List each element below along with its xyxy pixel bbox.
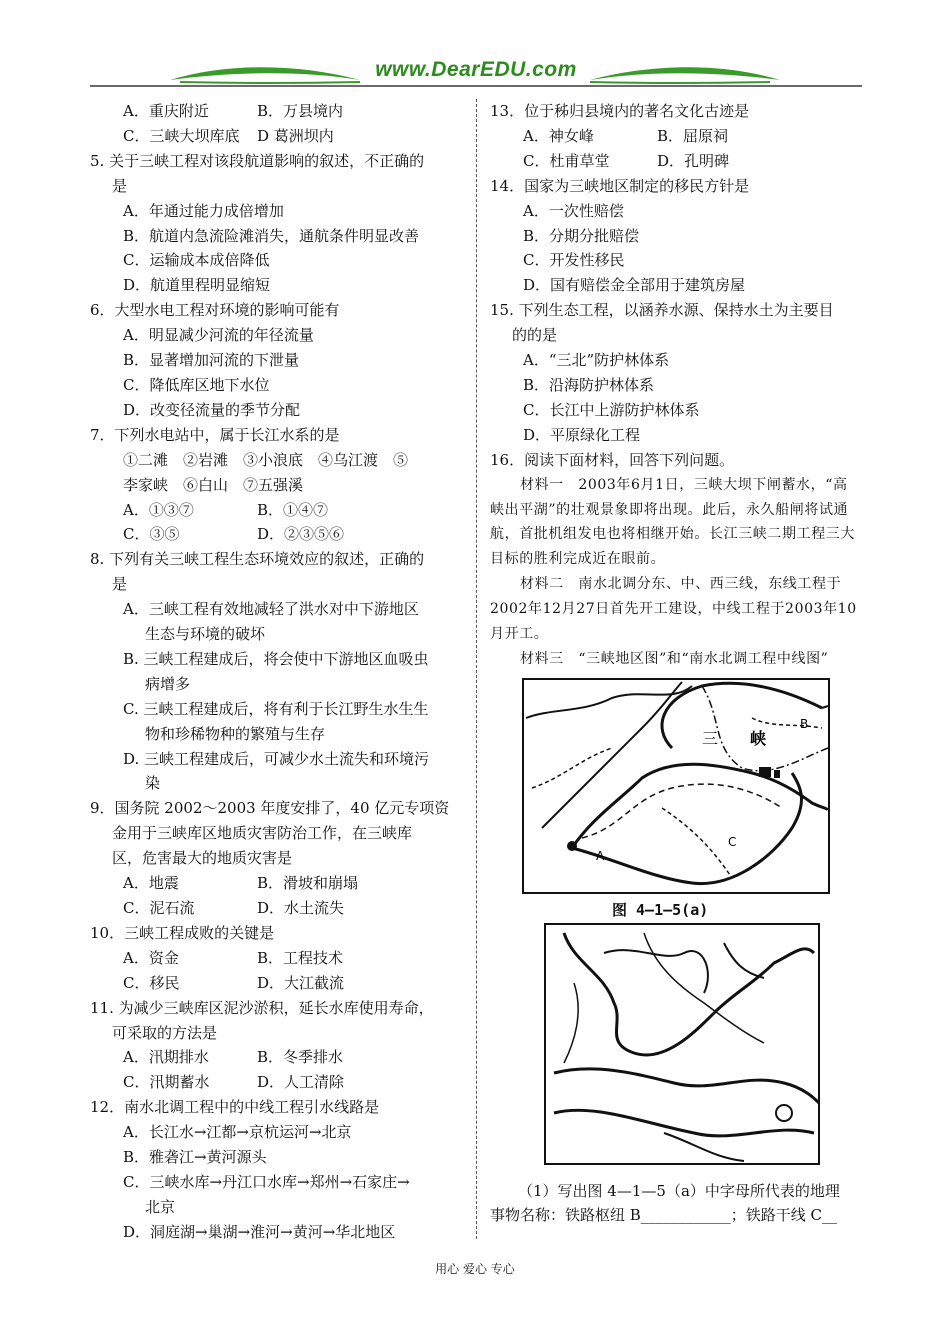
question-line: A．明显减少河流的年径流量 <box>123 326 314 345</box>
label-a: A <box>596 848 605 863</box>
option-b: D．②③⑤⑥ <box>257 525 345 544</box>
question-line: 染 <box>145 774 161 793</box>
question-line: D．洞庭湖→巢湖→淮河→黄河→华北地区 <box>123 1222 396 1241</box>
option-row <box>90 498 462 523</box>
question-line: 李家峡 ⑥白山 ⑦五强溪 <box>123 475 304 494</box>
option-b: D．孔明碑 <box>657 151 730 170</box>
question-line: D．航道里程明显缩短 <box>123 276 271 295</box>
question-line: 是 <box>112 176 128 195</box>
question-line: B．航道内急流险滩消失，通航条件明显改善 <box>123 226 420 245</box>
option-row <box>490 124 862 149</box>
option-a: C．泥石流 <box>123 899 195 917</box>
question-line: B．分期分批赔偿 <box>523 226 640 245</box>
question-line: 金用于三峡库区地质灾害防治工作，在三峡库 <box>112 824 413 843</box>
option-b: D．人工清除 <box>257 1073 345 1092</box>
question-stem: 16．阅读下面材料，回答下列问题。 <box>490 450 735 469</box>
question-stem: 6．大型水电工程对环境的影响可能有 <box>90 301 340 320</box>
right-column <box>490 99 862 1228</box>
question-stem: 11. 为减少三峡库区泥沙淤积，延长水库使用寿命， <box>90 998 434 1017</box>
map-south-north-water <box>544 923 862 1175</box>
question-line: D．国有赔偿金全部用于建筑房屋 <box>523 276 746 295</box>
question-16-part-1: 事物名称：铁路枢纽 B____________；铁路干线 C__ <box>490 1206 838 1225</box>
question-line: B．显著增加河流的下泄量 <box>123 351 300 370</box>
option-b: B．工程技术 <box>257 948 344 967</box>
option-a: C．三峡大坝库底 <box>123 126 240 145</box>
option-b: D．水土流失 <box>257 899 345 917</box>
question-line: B．雅砻江→黄河源头 <box>123 1148 267 1167</box>
question-stem: 7．下列水电站中，属于长江水系的是 <box>90 425 340 444</box>
option-a: A．汛期排水 <box>123 1048 209 1067</box>
question-stem: 12．南水北调工程中的中线工程引水线路是 <box>90 1098 380 1117</box>
question-line: 生态与环境的破坏 <box>145 625 266 644</box>
site-logo-text[interactable]: www.DearEDU.com <box>375 58 577 81</box>
question-line: A．一次性赔偿 <box>523 201 624 220</box>
option-a: A．神女峰 <box>523 126 594 145</box>
material-paragraph: 材料一 2003年6月1日，三峡大坝下闸蓄水，“高峡出平湖”的壮观景象即将出现。此后，永久船闸将试通航，首批机组发电也将相继开始。长江三峡二期工程三大目标的胜利完成近在眼前。 <box>490 476 855 568</box>
question-stem: 5. 关于三峡工程对该段航道影响的叙述，不正确的 <box>90 151 425 170</box>
option-a: A．资金 <box>123 948 179 967</box>
three-gorges-map-image <box>522 678 832 896</box>
option-row <box>90 99 462 124</box>
question-stem: 14．国家为三峡地区制定的移民方针是 <box>490 176 750 195</box>
question-line: 可采取的方法是 <box>112 1023 218 1042</box>
label-c: C <box>728 834 737 849</box>
option-row <box>90 522 462 547</box>
question-line: 病增多 <box>145 674 191 693</box>
question-line: A．年通过能力成倍增加 <box>123 201 284 220</box>
map-three-gorges <box>522 678 862 923</box>
left-column <box>90 99 462 1245</box>
option-row <box>90 971 462 996</box>
question-line: D. 三峡工程建成后，可减少水土流失和环境污 <box>123 749 430 768</box>
column-divider <box>476 99 477 1239</box>
option-row <box>90 946 462 971</box>
question-line: C．降低库区地下水位 <box>123 375 270 394</box>
question-stem: 13．位于秭归县境内的著名文化古迹是 <box>490 102 750 120</box>
question-line: C．三峡水库→丹江口水库→郑州→石家庄→ <box>123 1172 410 1191</box>
question-line: C. 三峡工程建成后，将有利于长江野生水生生 <box>123 699 429 718</box>
map-caption: 图 4—1—5(a) <box>612 900 709 919</box>
label-san: 三 <box>702 728 719 748</box>
option-a: A．重庆附近 <box>123 102 209 120</box>
page-footer: 用心 爱心 专心 <box>435 1262 515 1276</box>
option-b: B．①④⑦ <box>257 500 329 519</box>
option-a: C．杜甫草堂 <box>523 151 610 170</box>
page-header <box>90 58 862 92</box>
question-line: B．沿海防护林体系 <box>523 375 655 394</box>
question-line: C．长江中上游防护林体系 <box>523 400 700 419</box>
question-line: C．运输成本成倍降低 <box>123 251 270 270</box>
question-stem: 8. 下列有关三峡工程生态环境效应的叙述，正确的 <box>90 550 425 569</box>
option-b: B．万县境内 <box>257 102 344 120</box>
question-line: D．改变径流量的季节分配 <box>123 400 301 419</box>
label-b: B <box>800 716 809 731</box>
question-line: B. 三峡工程建成后，将会使中下游地区血吸虫 <box>123 649 429 668</box>
option-b: B．冬季排水 <box>257 1048 344 1067</box>
option-row <box>90 1045 462 1070</box>
question-line: 物和珍稀物种的繁殖与生存 <box>145 724 326 743</box>
option-a: A．①③⑦ <box>123 500 194 519</box>
option-a: C．移民 <box>123 973 180 992</box>
option-row <box>490 149 862 174</box>
option-row <box>90 124 462 149</box>
option-row <box>90 1070 462 1095</box>
option-b: B．滑坡和崩塌 <box>257 874 359 893</box>
question-line: 是 <box>112 575 128 594</box>
material-paragraph: 材料二 南水北调分东、中、西三线，东线工程于2002年12月27日首先开工建设，中线工程于2003年10月开工。 <box>490 576 857 643</box>
material-paragraph: 材料三 “三峡地区图”和“南水北调工程中线图” <box>520 650 829 667</box>
question-line: ①二滩 ②岩滩 ③小浪底 ④乌江渡 ⑤ <box>123 450 409 469</box>
option-row <box>90 871 462 896</box>
question-line: A．长江水→江都→京杭运河→北京 <box>123 1123 352 1142</box>
south-north-water-map-image <box>544 923 822 1167</box>
option-a: C．汛期蓄水 <box>123 1073 210 1092</box>
question-line: 区，危害最大的地质灾害是 <box>112 849 293 868</box>
question-line: C．开发性移民 <box>523 251 625 270</box>
question-line: 的的是 <box>512 326 558 345</box>
question-line: A．三峡工程有效地减轻了洪水对中下游地区 <box>123 600 419 619</box>
option-row <box>90 896 462 921</box>
question-stem: 15. 下列生态工程，以涵养水源、保持水土为主要目 <box>490 301 834 320</box>
option-b: D 葛洲坝内 <box>257 126 334 145</box>
question-stem: 9．国务院 2002～2003 年度安排了，40 亿元专项资 <box>90 799 450 818</box>
option-b: D．大江截流 <box>257 973 345 992</box>
option-b: B．屈原祠 <box>657 126 729 145</box>
question-16-part-1: （1）写出图 4—1—5（a）中字母所代表的地理 <box>518 1181 840 1200</box>
question-line: 北京 <box>145 1197 176 1216</box>
label-xia: 峡 <box>750 728 767 748</box>
question-line: A．“三北”防护林体系 <box>523 351 670 370</box>
option-a: C．③⑤ <box>123 525 180 544</box>
option-a: A．地震 <box>123 874 179 893</box>
question-stem: 10．三峡工程成败的关键是 <box>90 923 275 942</box>
question-line: D．平原绿化工程 <box>523 425 641 444</box>
